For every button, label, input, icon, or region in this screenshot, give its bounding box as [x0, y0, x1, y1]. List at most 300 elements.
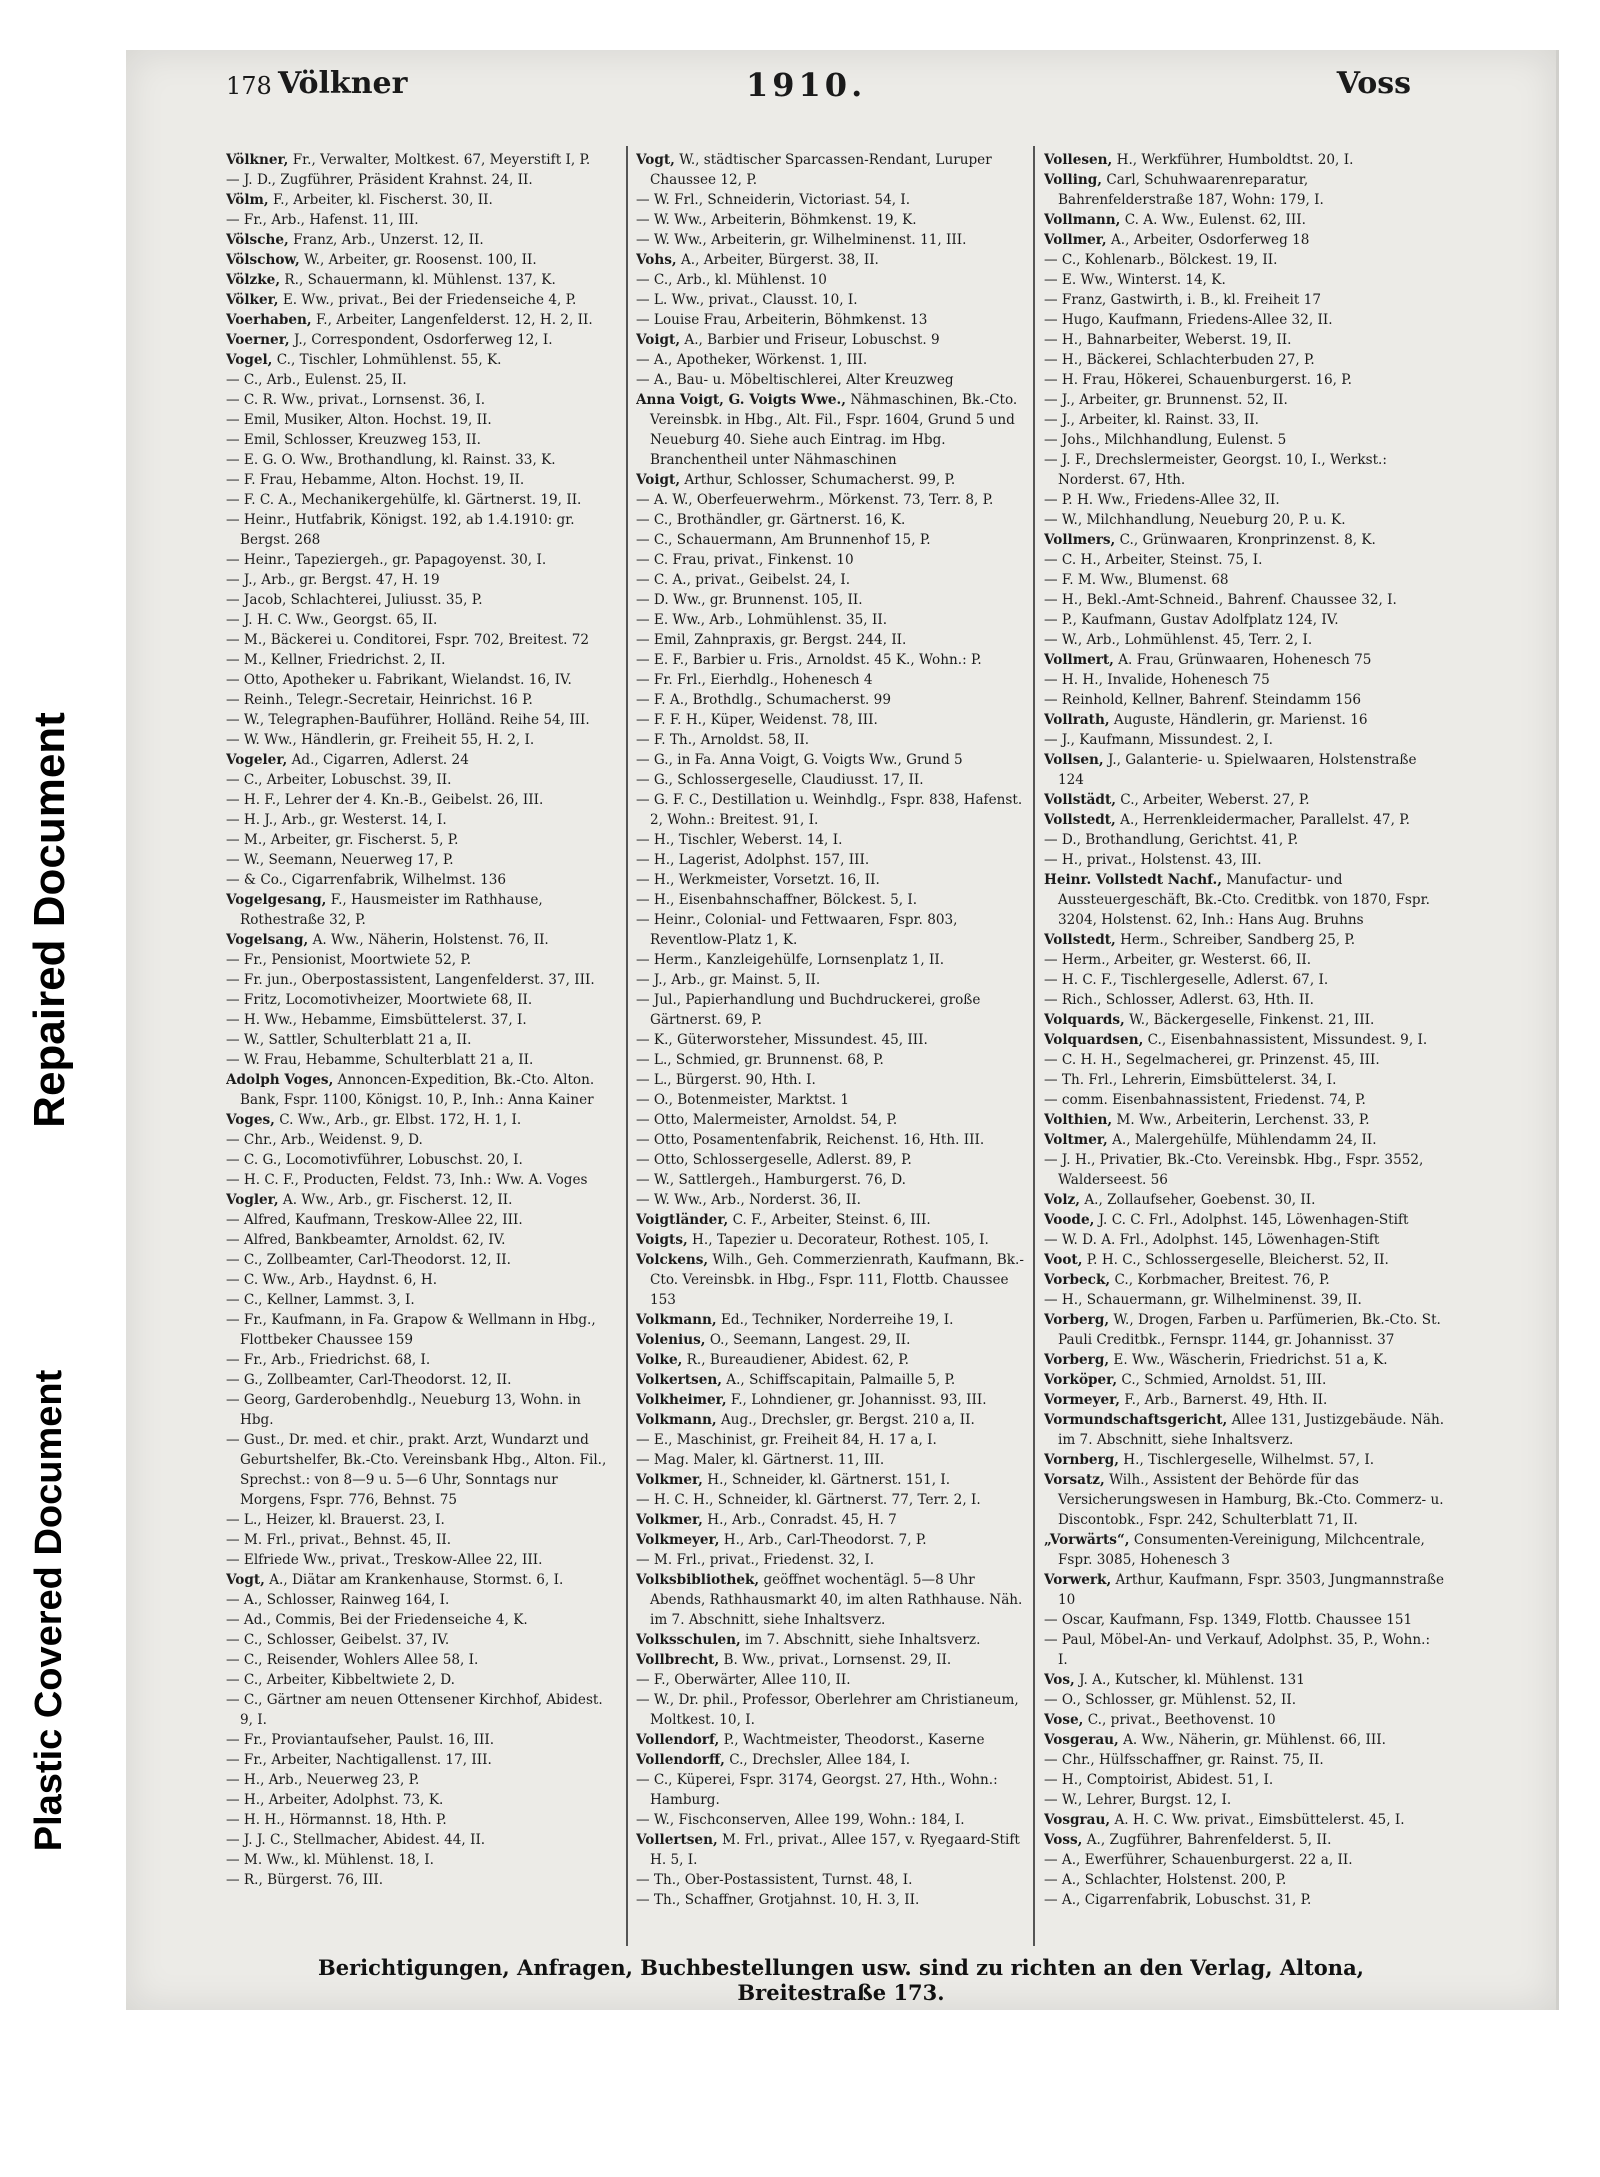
entry-details: — W., Telegraphen-Bauführer, Holländ. Reihe 54, III. [226, 712, 590, 728]
directory-entry [636, 1770, 1028, 1810]
entry-details: — C. H. H., Segelmacherei, gr. Prinzenst. 45, III. [1044, 1052, 1380, 1068]
entry-details: — C., Kohlenarb., Bölckest. 19, II. [1044, 252, 1278, 268]
directory-entry [226, 1290, 618, 1310]
entry-details: — Elfriede Ww., privat., Treskow-Allee 22, III. [226, 1552, 543, 1568]
entry-surname: Vorköper, [1044, 1372, 1118, 1388]
entry-surname: Vogt, [636, 152, 675, 168]
entry-surname: Voigtländer, [636, 1212, 729, 1228]
plastic-covered-document-label [0, 1300, 100, 1920]
entry-surname: Völker, [226, 292, 279, 308]
directory-entry [636, 390, 1028, 470]
entry-details: H., Werkführer, Humboldtst. 20, I. [1116, 152, 1354, 168]
publisher-footer: Berichtigungen, Anfragen, Buchbestellungen usw. sind zu richten an den Verlag, Altona, Breitestraße 173. [318, 1955, 1364, 2005]
entry-details: Annoncen-Expedition, Bk.-Cto. Alton. Bank, Fspr. 1100, Königst. 10, P., Inh.: Anna Kainer [240, 1072, 595, 1108]
directory-entry [636, 750, 1028, 770]
directory-entry [636, 210, 1028, 230]
entry-details: — Jacob, Schlachterei, Juliusst. 35, P. [226, 592, 483, 608]
directory-entry [226, 390, 618, 410]
entry-surname: Volling, [1044, 172, 1102, 188]
directory-entry [226, 1850, 618, 1870]
entry-details: J. A., Kutscher, kl. Mühlenst. 131 [1079, 1672, 1305, 1688]
directory-entry [636, 1090, 1028, 1110]
directory-entry [1044, 610, 1444, 630]
entry-details: — H. J., Arb., gr. Westerst. 14, I. [226, 812, 447, 828]
entry-surname: Völschow, [226, 252, 300, 268]
column-divider [1033, 146, 1035, 1946]
directory-entry [636, 1450, 1028, 1470]
entry-details: — Fr., Arbeiter, Nachtigallenst. 17, III. [226, 1752, 492, 1768]
entry-surname: Vogeler, [226, 752, 288, 768]
entry-details: — W. D. A. Frl., Adolphst. 145, Löwenhagen-Stift [1044, 1232, 1380, 1248]
entry-details: Wilh., Assistent der Behörde für das Versicherungswesen in Hamburg, Bk.-Cto. Commerz- u. Discontobk., Fspr. 242, Schulterblatt 71, II. [1058, 1472, 1444, 1528]
entry-details: — G., Schlossergeselle, Claudiusst. 17, II. [636, 772, 924, 788]
directory-entry [226, 1590, 618, 1610]
directory-entry [636, 1370, 1028, 1390]
directory-entry [226, 1230, 618, 1250]
directory-entry [226, 1270, 618, 1290]
entry-details: — F. Frau, Hebamme, Alton. Hochst. 19, II. [226, 472, 525, 488]
directory-entry [226, 570, 618, 590]
entry-details: — F. Th., Arnoldst. 58, II. [636, 732, 810, 748]
entry-details: — J. H. C. Ww., Georgst. 65, II. [226, 612, 438, 628]
directory-entry [636, 470, 1028, 490]
directory-entry [1044, 930, 1444, 950]
entry-details: — H., Eisenbahnschaffner, Bölckest. 5, I. [636, 892, 918, 908]
entry-details: — W., Arb., Lohmühlenst. 45, Terr. 2, I. [1044, 632, 1313, 648]
entry-surname: Vollrath, [1044, 712, 1110, 728]
entry-surname: Adolph Voges, [226, 1072, 334, 1088]
entry-details: Aug., Drechsler, gr. Bergst. 210 a, II. [720, 1412, 975, 1428]
plastic-covered-document-text: Plastic Covered Document [28, 1369, 71, 1851]
entry-details: H., Tischlergeselle, Wilhelmst. 57, I. [1123, 1452, 1375, 1468]
directory-entry [1044, 1270, 1444, 1290]
directory-entry [636, 1330, 1028, 1350]
entry-surname: Vollstedt, [1044, 812, 1116, 828]
directory-entry [226, 430, 618, 450]
entry-surname: Vose, [1044, 1712, 1084, 1728]
directory-entry [636, 1130, 1028, 1150]
entry-details: C., Eisenbahnassistent, Missundest. 9, I. [1147, 1032, 1428, 1048]
entry-details: C., Tischler, Lohmühlenst. 55, K. [276, 352, 502, 368]
directory-entry [226, 750, 618, 770]
entry-details: H., Arb., Carl-Theodorst. 7, P. [723, 1532, 927, 1548]
entry-details: W., Arbeiter, gr. Roosenst. 100, II. [304, 252, 537, 268]
header-left-catchword: Völkner [278, 66, 408, 101]
entry-details: P. H. C., Schlossergeselle, Bleicherst. 52, II. [1086, 1252, 1389, 1268]
entry-surname: Vorberg, [1044, 1312, 1110, 1328]
entry-surname: Vosgrau, [1044, 1812, 1111, 1828]
directory-entry [1044, 1830, 1444, 1850]
entry-details: — Reinhold, Kellner, Bahrenf. Steindamm 156 [1044, 692, 1362, 708]
directory-entry [636, 530, 1028, 550]
entry-details: A., Herrenkleidermacher, Parallelst. 47, P. [1120, 812, 1410, 828]
directory-entry [636, 1430, 1028, 1450]
entry-details: — J., Arb., gr. Bergst. 47, H. 19 [226, 572, 440, 588]
entry-details: — E. G. O. Ww., Brothandlung, kl. Rainst. 33, K. [226, 452, 556, 468]
directory-entry [636, 1870, 1028, 1890]
entry-details: O., Seemann, Langest. 29, II. [709, 1332, 911, 1348]
entry-details: — F. A., Brothdlg., Schumacherst. 99 [636, 692, 891, 708]
entry-details: W., Drogen, Farben u. Parfümerien, Bk.-Cto. St. Pauli Creditbk., Fernspr. 1144, gr. Johannisst. 37 [1058, 1312, 1441, 1348]
directory-entry [1044, 970, 1444, 990]
entry-details: — M., Bäckerei u. Conditorei, Fspr. 702, Breitest. 72 [226, 632, 590, 648]
entry-surname: Voode, [1044, 1212, 1095, 1228]
entry-details: — H. C. F., Tischlergeselle, Adlerst. 67, I. [1044, 972, 1329, 988]
entry-surname: Völm, [226, 192, 269, 208]
entry-details: H., Tapezier u. Decorateur, Rothest. 105, I. [692, 1232, 989, 1248]
directory-entry [226, 1310, 618, 1350]
entry-details: — Johs., Milchhandlung, Eulenst. 5 [1044, 432, 1287, 448]
entry-details: — Emil, Zahnpraxis, gr. Bergst. 244, II. [636, 632, 907, 648]
directory-entry [636, 1570, 1028, 1630]
directory-entry [226, 1050, 618, 1070]
entry-surname: Voigts, [636, 1232, 688, 1248]
directory-entry [226, 1650, 618, 1670]
entry-surname: Vormundschaftsgericht, [1044, 1412, 1228, 1428]
directory-entry [226, 1630, 618, 1650]
entry-surname: Volkmann, [636, 1412, 717, 1428]
page-number: 178 [226, 72, 272, 100]
directory-entry [636, 1150, 1028, 1170]
directory-entry [226, 310, 618, 330]
directory-entry [636, 1410, 1028, 1430]
entry-details: — W., Seemann, Neuerweg 17, P. [226, 852, 454, 868]
entry-details: — A. W., Oberfeuerwehrm., Mörkenst. 73, Terr. 8, P. [636, 492, 994, 508]
directory-column-2 [636, 150, 1028, 1940]
entry-details: — C., Schauermann, Am Brunnenhof 15, P. [636, 532, 931, 548]
directory-entry [226, 1430, 618, 1510]
directory-entry [226, 590, 618, 610]
entry-details: — J., Kaufmann, Missundest. 2, I. [1044, 732, 1274, 748]
header-right-catchword: Voss [1336, 66, 1411, 101]
entry-details: — H. Frau, Hökerei, Schauenburgerst. 16, P. [1044, 372, 1352, 388]
directory-entry [1044, 1730, 1444, 1750]
directory-entry [1044, 570, 1444, 590]
directory-entry [226, 950, 618, 970]
entry-details: — W. Ww., Arb., Norderst. 36, II. [636, 1192, 861, 1208]
directory-entry [636, 1510, 1028, 1530]
directory-entry [636, 330, 1028, 350]
entry-details: — Rich., Schlosser, Adlerst. 63, Hth. II. [1044, 992, 1314, 1008]
entry-surname: Vollstedt, [1044, 932, 1116, 948]
entry-details: — H., Bekl.-Amt-Schneid., Bahrenf. Chaussee 32, I. [1044, 592, 1397, 608]
directory-entry [636, 570, 1028, 590]
directory-entry [636, 1310, 1028, 1330]
entry-details: J., Galanterie- u. Spielwaaren, Holstenstraße 124 [1058, 752, 1417, 788]
directory-entry [1044, 1390, 1444, 1410]
entry-surname: Volckens, [636, 1252, 709, 1268]
directory-entry [226, 190, 618, 210]
entry-details: Wilh., Geh. Commerzienrath, Kaufmann, Bk.-Cto. Vereinsbk. in Hbg., Fspr. 111, Flottb. Chaussee 153 [650, 1252, 1024, 1308]
entry-surname: Vollertsen, [636, 1832, 718, 1848]
entry-details: — G. F. C., Destillation u. Weinhdlg., Fspr. 838, Hafenst. 2, Wohn.: Breitest. 91, I. [636, 792, 1023, 828]
directory-entry [1044, 1870, 1444, 1890]
entry-surname: Vormeyer, [1044, 1392, 1121, 1408]
directory-entry [636, 490, 1028, 510]
directory-entry [226, 1010, 618, 1030]
entry-details: R., Schauermann, kl. Mühlenst. 137, K. [284, 272, 556, 288]
entry-details: — Fr., Arb., Hafenst. 11, III. [226, 212, 419, 228]
entry-details: — M., Kellner, Friedrichst. 2, II. [226, 652, 446, 668]
entry-surname: Voges, [226, 1112, 275, 1128]
entry-details: C., Drechsler, Allee 184, I. [729, 1752, 911, 1768]
directory-entry [1044, 410, 1444, 430]
entry-surname: Voot, [1044, 1252, 1083, 1268]
entry-details: E. Ww., privat., Bei der Friedenseiche 4, P. [282, 292, 577, 308]
entry-details: — Emil, Musiker, Alton. Hochst. 19, II. [226, 412, 492, 428]
entry-details: — Herm., Kanzleigehülfe, Lornsenplatz 1, II. [636, 952, 945, 968]
entry-details: Nähmaschinen, Bk.-Cto. Vereinsbk. in Hbg., Alt. Fil., Fspr. 1604, Grund 5 und Neueburg 40. Siehe auch Eintrag. im Hbg. Branchentheil unter Nähmaschinen [650, 392, 1018, 468]
entry-details: A. Ww., Näherin, gr. Mühlenst. 66, III. [1123, 1732, 1386, 1748]
entry-surname: Volke, [636, 1352, 683, 1368]
entry-details: — Chr., Arb., Weidenst. 9, D. [226, 1132, 423, 1148]
directory-entry [1044, 850, 1444, 870]
directory-entry [1044, 230, 1444, 250]
entry-surname: Vollbrecht, [636, 1652, 720, 1668]
entry-details: — W. Ww., Arbeiterin, gr. Wilhelminenst. 11, III. [636, 232, 967, 248]
directory-entry [1044, 330, 1444, 350]
entry-details: — Gust., Dr. med. et chir., prakt. Arzt, Wundarzt und Geburtshelfer, Bk.-Cto. Vereinsbank Hbg., Alton. Fil., Sprechst.: von 8—9 u. 5—6 Uhr, Sonntags nur Morgens, Fspr. 776, Behnst. 75 [226, 1432, 607, 1508]
entry-details: — L. Ww., privat., Clausst. 10, I. [636, 292, 858, 308]
directory-entry [226, 1170, 618, 1190]
directory-entry [1044, 1610, 1444, 1630]
directory-entry [226, 1870, 618, 1890]
directory-entry [226, 230, 618, 250]
entry-details: — M. Frl., privat., Friedenst. 32, I. [636, 1552, 875, 1568]
entry-surname: Vollendorf, [636, 1732, 720, 1748]
entry-details: B. Ww., privat., Lornsenst. 29, II. [723, 1652, 952, 1668]
directory-entry [226, 1250, 618, 1270]
entry-surname: Vollmann, [1044, 212, 1121, 228]
directory-entry [1044, 1230, 1444, 1250]
entry-details: — H., Bahnarbeiter, Weberst. 19, II. [1044, 332, 1292, 348]
directory-entry [636, 710, 1028, 730]
entry-surname: Volkmann, [636, 1312, 717, 1328]
entry-details: — A., Apotheker, Wörkenst. 1, III. [636, 352, 868, 368]
entry-details: — F. M. Ww., Blumenst. 68 [1044, 572, 1229, 588]
directory-entry [636, 950, 1028, 970]
entry-details: — Georg, Garderobenhdlg., Neueburg 13, Wohn. in Hbg. [226, 1392, 581, 1428]
entry-details: F., Hausmeister im Rathhause, Rothestraße 32, P. [240, 892, 543, 928]
entry-details: — F., Oberwärter, Allee 110, II. [636, 1672, 851, 1688]
directory-entry [1044, 810, 1444, 830]
entry-details: A. Ww., Arb., gr. Fischerst. 12, II. [282, 1192, 513, 1208]
directory-entry [1044, 670, 1444, 690]
entry-details: — Fr., Kaufmann, in Fa. Grapow & Wellmann in Hbg., Flottbeker Chaussee 159 [226, 1312, 596, 1348]
directory-entry [1044, 490, 1444, 510]
entry-details: — comm. Eisenbahnassistent, Friedenst. 74, P. [1044, 1092, 1366, 1108]
directory-entry [226, 1130, 618, 1150]
entry-details: — C., Reisender, Wohlers Allee 58, I. [226, 1652, 479, 1668]
directory-entry [636, 230, 1028, 250]
entry-details: C. Ww., Arb., gr. Elbst. 172, H. 1, I. [279, 1112, 522, 1128]
directory-entry [1044, 1190, 1444, 1210]
entry-details: im 7. Abschnitt, siehe Inhaltsverz. [745, 1632, 981, 1648]
entry-details: — H., Arb., Neuerweg 23, P. [226, 1772, 420, 1788]
directory-entry [1044, 630, 1444, 650]
entry-details: W., Bäckergeselle, Finkenst. 21, III. [1129, 1012, 1375, 1028]
entry-details: — H. F., Lehrer der 4. Kn.-B., Geibelst. 26, III. [226, 792, 544, 808]
directory-entry [1044, 750, 1444, 790]
entry-details: — Fr., Proviantaufseher, Paulst. 16, III. [226, 1732, 495, 1748]
entry-details: — F. F. H., Küper, Weidenst. 78, III. [636, 712, 878, 728]
entry-details: — Louise Frau, Arbeiterin, Böhmkenst. 13 [636, 312, 928, 328]
directory-entry [1044, 1690, 1444, 1710]
directory-entry [226, 350, 618, 370]
entry-details: — A., Schlachter, Holstenst. 200, P. [1044, 1872, 1287, 1888]
directory-entry [1044, 1530, 1444, 1570]
directory-entry [226, 730, 618, 750]
directory-entry [226, 370, 618, 390]
entry-details: C., Korbmacher, Breitest. 76, P. [1114, 1272, 1330, 1288]
directory-entry [1044, 1370, 1444, 1390]
entry-details: A., Zugführer, Bahrenfelderst. 5, II. [1086, 1832, 1332, 1848]
directory-entry [226, 1610, 618, 1630]
directory-entry [1044, 1250, 1444, 1270]
directory-entry [636, 990, 1028, 1030]
entry-surname: Vorbeck, [1044, 1272, 1111, 1288]
directory-entry [226, 450, 618, 470]
directory-entry [636, 890, 1028, 910]
directory-entry [636, 670, 1028, 690]
directory-entry [636, 730, 1028, 750]
directory-entry [226, 470, 618, 490]
entry-details: C., privat., Beethovenst. 10 [1087, 1712, 1276, 1728]
directory-entry [1044, 1450, 1444, 1470]
directory-entry [636, 1890, 1028, 1910]
directory-entry [636, 1050, 1028, 1070]
entry-details: — W., Sattler, Schulterblatt 21 a, II. [226, 1032, 472, 1048]
entry-details: — W. Frau, Hebamme, Schulterblatt 21 a, II. [226, 1052, 534, 1068]
directory-entry [226, 930, 618, 950]
entry-details: — C., Brothändler, gr. Gärtnerst. 16, K. [636, 512, 906, 528]
directory-entry [226, 1350, 618, 1370]
entry-details: — M. Ww., kl. Mühlenst. 18, I. [226, 1852, 434, 1868]
entry-details: — D. Ww., gr. Brunnenst. 105, II. [636, 592, 863, 608]
entry-surname: Völzke, [226, 272, 281, 288]
entry-details: C. F., Arbeiter, Steinst. 6, III. [732, 1212, 931, 1228]
entry-surname: Volquards, [1044, 1012, 1125, 1028]
directory-entry [226, 1210, 618, 1230]
entry-details: — C., Kellner, Lammst. 3, I. [226, 1292, 415, 1308]
entry-details: — C., Küperei, Fspr. 3174, Georgst. 27, Hth., Wohn.: Hamburg. [636, 1772, 998, 1808]
entry-surname: Voigt, [636, 472, 681, 488]
directory-entry [226, 610, 618, 630]
directory-entry [636, 1750, 1028, 1770]
directory-entry [226, 410, 618, 430]
directory-entry [636, 1030, 1028, 1050]
directory-entry [226, 1690, 618, 1730]
entry-surname: Vollstädt, [1044, 792, 1116, 808]
entry-details: A. Frau, Grünwaaren, Hohenesch 75 [1118, 652, 1372, 668]
directory-entry [226, 1750, 618, 1770]
directory-entry [226, 1770, 618, 1790]
directory-entry [1044, 1410, 1444, 1450]
entry-details: — R., Bürgerst. 76, III. [226, 1872, 384, 1888]
entry-details: — H. C. F., Producten, Feldst. 73, Inh.: Ww. A. Voges [226, 1172, 588, 1188]
entry-details: — W., Fischconserven, Allee 199, Wohn.: 184, I. [636, 1812, 965, 1828]
directory-entry [1044, 950, 1444, 970]
entry-details: — P. H. Ww., Friedens-Allee 32, II. [1044, 492, 1280, 508]
directory-entry [636, 1190, 1028, 1210]
directory-entry [1044, 390, 1444, 410]
directory-entry [636, 550, 1028, 570]
repaired-document-text: Repaired Document [25, 712, 75, 1128]
header-year: 1910. [746, 66, 867, 104]
directory-entry [1044, 1210, 1444, 1230]
directory-entry [226, 850, 618, 870]
entry-details: — W., Sattlergeh., Hamburgerst. 76, D. [636, 1172, 906, 1188]
directory-entry [1044, 550, 1444, 570]
directory-entry [636, 1690, 1028, 1730]
entry-details: — P., Kaufmann, Gustav Adolfplatz 124, IV. [1044, 612, 1339, 628]
entry-surname: Heinr. Vollstedt Nachf., [1044, 872, 1222, 888]
entry-details: A., Diätar am Krankenhause, Stormst. 6, I. [269, 1572, 564, 1588]
column-divider [626, 146, 628, 1946]
entry-details: — Franz, Gastwirth, i. B., kl. Freiheit 17 [1044, 292, 1321, 308]
entry-details: J., Correspondent, Osdorferweg 12, I. [293, 332, 553, 348]
entry-details: — Th., Ober-Postassistent, Turnst. 48, I. [636, 1872, 913, 1888]
entry-details: — Fr. jun., Oberpostassistent, Langenfelderst. 37, III. [226, 972, 595, 988]
entry-surname: Volz, [1044, 1192, 1080, 1208]
entry-details: — C., Arbeiter, Kibbeltwiete 2, D. [226, 1672, 456, 1688]
entry-details: C., Arbeiter, Weberst. 27, P. [1120, 792, 1310, 808]
directory-entry [1044, 1710, 1444, 1730]
entry-details: E. Ww., Wäscherin, Friedrichst. 51 a, K. [1113, 1352, 1388, 1368]
entry-details: — J., Arb., gr. Mainst. 5, II. [636, 972, 821, 988]
directory-entry [226, 1530, 618, 1550]
directory-entry [636, 1170, 1028, 1190]
entry-surname: Volquardsen, [1044, 1032, 1144, 1048]
entry-details: A. Ww., Näherin, Holstenst. 76, II. [312, 932, 549, 948]
entry-details: C., Grünwaaren, Kronprinzenst. 8, K. [1119, 532, 1376, 548]
entry-details: Consumenten-Vereinigung, Milchcentrale, Fspr. 3085, Hohenesch 3 [1058, 1532, 1425, 1568]
directory-entry [636, 1630, 1028, 1650]
directory-entry [1044, 150, 1444, 170]
entry-details: — L., Schmied, gr. Brunnenst. 68, P. [636, 1052, 884, 1068]
entry-details: A., Zollaufseher, Goebenst. 30, II. [1084, 1192, 1316, 1208]
entry-details: — H., Schauermann, gr. Wilhelminenst. 39, II. [1044, 1292, 1362, 1308]
directory-entry [636, 1730, 1028, 1750]
entry-details: — Emil, Schlosser, Kreuzweg 153, II. [226, 432, 481, 448]
entry-details: — C. H., Arbeiter, Steinst. 75, I. [1044, 552, 1263, 568]
directory-entry [1044, 1090, 1444, 1110]
directory-entry [1044, 1010, 1444, 1030]
entry-details: — Ad., Commis, Bei der Friedenseiche 4, K. [226, 1612, 528, 1628]
entry-details: Allee 131, Justizgebäude. Näh. im 7. Abschnitt, siehe Inhaltsverz. [1058, 1412, 1444, 1448]
entry-details: F., Lohndiener, gr. Johannisst. 93, III. [730, 1392, 987, 1408]
directory-entry [1044, 710, 1444, 730]
entry-surname: Voerhaben, [226, 312, 312, 328]
entry-details: — C., Gärtner am neuen Ottensener Kirchhof, Abidest. 9, I. [226, 1692, 603, 1728]
directory-entry [226, 250, 618, 270]
entry-details: — Jul., Papierhandlung und Buchdruckerei, große Gärtnerst. 69, P. [636, 992, 981, 1028]
directory-entry [1044, 1810, 1444, 1830]
entry-details: — Heinr., Hutfabrik, Königst. 192, ab 1.4.1910: gr. Bergst. 268 [226, 512, 575, 548]
directory-entry [1044, 830, 1444, 850]
entry-surname: Völkner, [226, 152, 289, 168]
entry-details: F., Arbeiter, Langenfelderst. 12, H. 2, II. [315, 312, 593, 328]
entry-details: — H., Bäckerei, Schlachterbuden 27, P. [1044, 352, 1315, 368]
entry-surname: Volkmeyer, [636, 1532, 720, 1548]
entry-details: Ad., Cigarren, Adlerst. 24 [291, 752, 469, 768]
directory-entry [1044, 210, 1444, 230]
directory-entry [226, 1150, 618, 1170]
entry-details: — J. F., Drechslermeister, Georgst. 10, I., Werkst.: Norderst. 67, Hth. [1044, 452, 1387, 488]
entry-details: — C. Ww., Arb., Haydnst. 6, H. [226, 1272, 438, 1288]
entry-details: — Otto, Posamentenfabrik, Reichenst. 16, Hth. III. [636, 1132, 985, 1148]
entry-surname: Volkmer, [636, 1512, 703, 1528]
